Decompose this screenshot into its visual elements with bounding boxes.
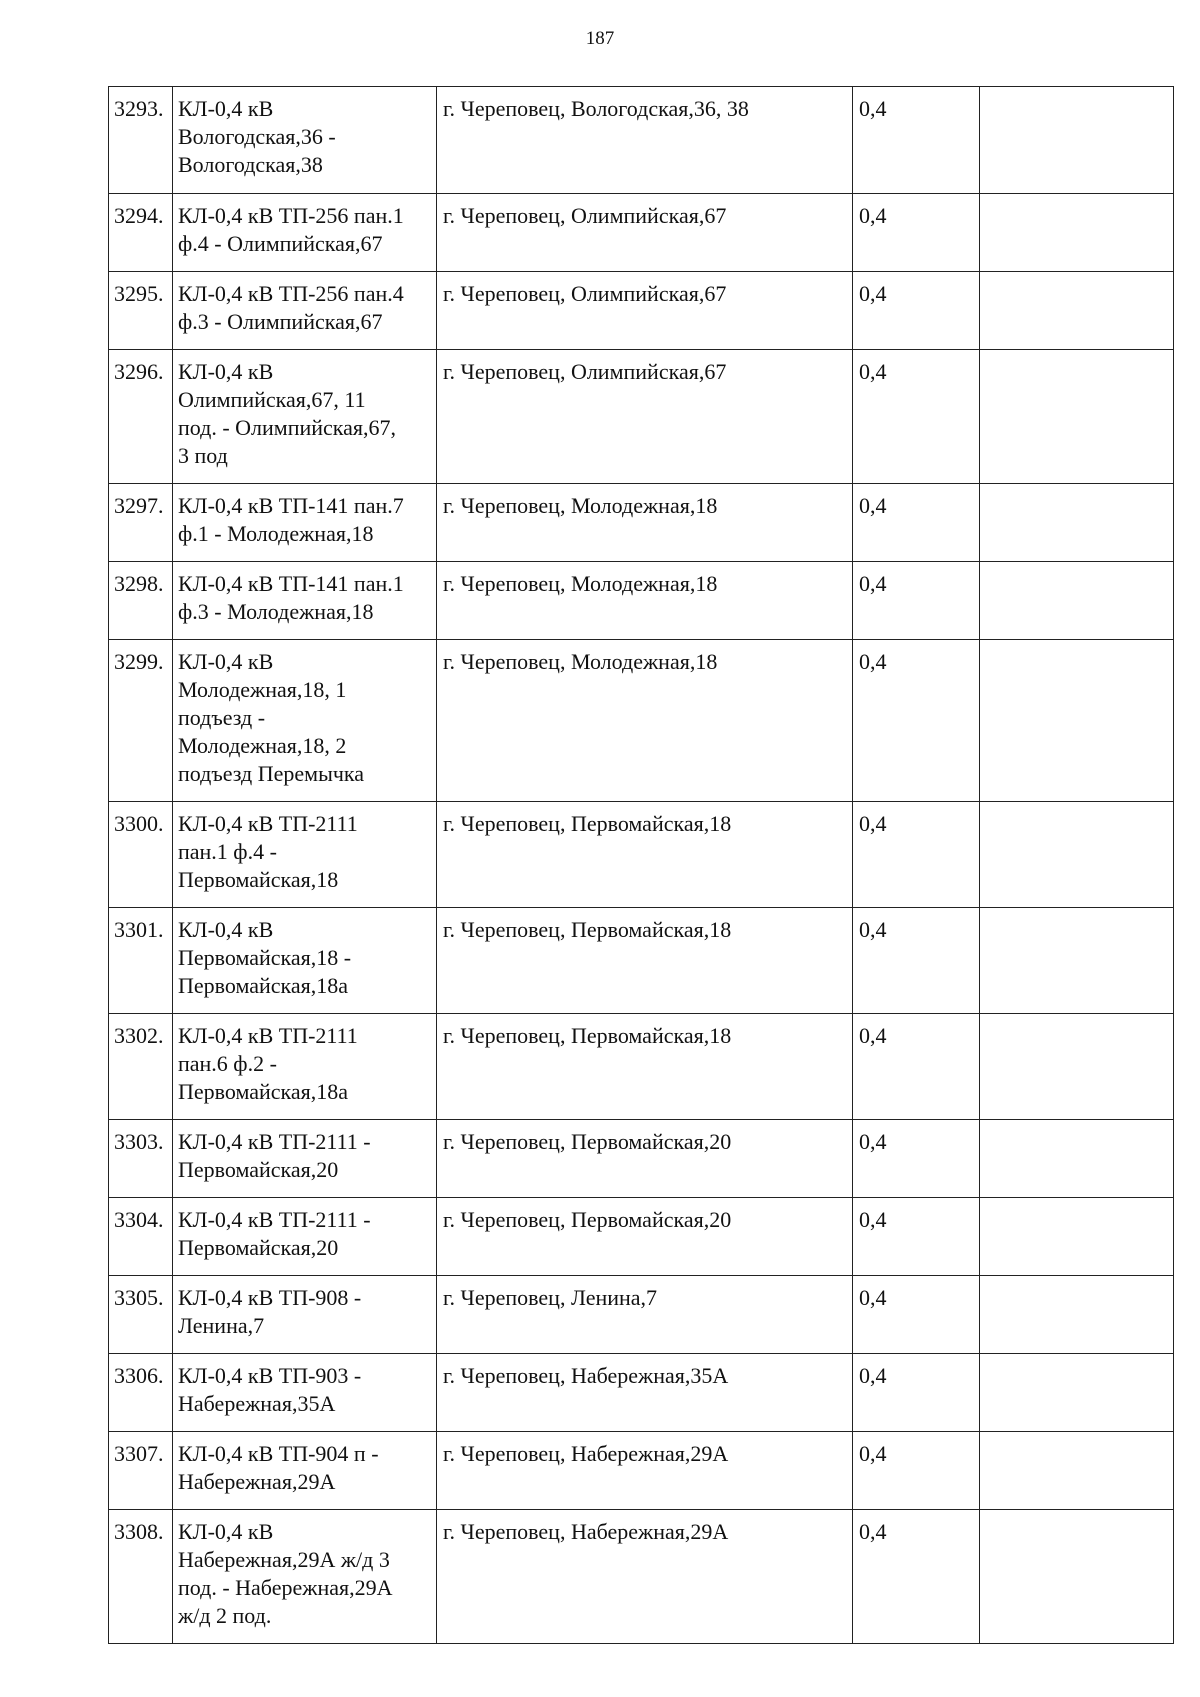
row-number: 3303. <box>109 1120 173 1198</box>
line-name: КЛ-0,4 кВ Вологодская,36 - Вологодская,38 <box>173 87 437 194</box>
row-number: 3301. <box>109 908 173 1014</box>
table-row <box>109 1198 1174 1276</box>
line-voltage: 0,4 <box>853 1432 980 1510</box>
line-name: КЛ-0,4 кВ ТП-908 - Ленина,7 <box>173 1276 437 1354</box>
line-name: КЛ-0,4 кВ Молодежная,18, 1 подъезд - Молодежная,18, 2 подъезд Перемычка <box>173 640 437 802</box>
line-voltage: 0,4 <box>853 1276 980 1354</box>
line-name: КЛ-0,4 кВ ТП-2111 - Первомайская,20 <box>173 1198 437 1276</box>
table-row <box>109 1276 1174 1354</box>
empty-cell <box>980 1432 1174 1510</box>
line-address: г. Череповец, Молодежная,18 <box>437 640 853 802</box>
row-number: 3294. <box>109 194 173 272</box>
line-name: КЛ-0,4 кВ ТП-903 - Набережная,35А <box>173 1354 437 1432</box>
row-number: 3308. <box>109 1510 173 1644</box>
empty-cell <box>980 562 1174 640</box>
table-row <box>109 350 1174 484</box>
row-number: 3297. <box>109 484 173 562</box>
line-voltage: 0,4 <box>853 194 980 272</box>
line-name: КЛ-0,4 кВ Первомайская,18 - Первомайская,18а <box>173 908 437 1014</box>
table-row <box>109 640 1174 802</box>
row-number: 3295. <box>109 272 173 350</box>
row-number: 3296. <box>109 350 173 484</box>
line-name: КЛ-0,4 кВ ТП-2111 - Первомайская,20 <box>173 1120 437 1198</box>
table-row <box>109 1120 1174 1198</box>
line-voltage: 0,4 <box>853 272 980 350</box>
line-name: КЛ-0,4 кВ ТП-256 пан.4 ф.3 - Олимпийская,67 <box>173 272 437 350</box>
table-row <box>109 802 1174 908</box>
row-number: 3304. <box>109 1198 173 1276</box>
empty-cell <box>980 802 1174 908</box>
line-name: КЛ-0,4 кВ ТП-141 пан.7 ф.1 - Молодежная,18 <box>173 484 437 562</box>
line-name: КЛ-0,4 кВ ТП-2111 пан.1 ф.4 - Первомайская,18 <box>173 802 437 908</box>
line-address: г. Череповец, Набережная,29А <box>437 1510 853 1644</box>
line-voltage: 0,4 <box>853 1198 980 1276</box>
row-number: 3300. <box>109 802 173 908</box>
line-address: г. Череповец, Первомайская,20 <box>437 1198 853 1276</box>
line-name: КЛ-0,4 кВ ТП-256 пан.1 ф.4 - Олимпийская,67 <box>173 194 437 272</box>
row-number: 3307. <box>109 1432 173 1510</box>
line-address: г. Череповец, Молодежная,18 <box>437 562 853 640</box>
line-name: КЛ-0,4 кВ Олимпийская,67, 11 под. - Олимпийская,67, 3 под <box>173 350 437 484</box>
empty-cell <box>980 1276 1174 1354</box>
table-row <box>109 1354 1174 1432</box>
line-voltage: 0,4 <box>853 87 980 194</box>
page-number: 187 <box>585 28 615 49</box>
line-address: г. Череповец, Набережная,35А <box>437 1354 853 1432</box>
line-address: г. Череповец, Первомайская,18 <box>437 802 853 908</box>
line-voltage: 0,4 <box>853 1354 980 1432</box>
line-address: г. Череповец, Вологодская,36, 38 <box>437 87 853 194</box>
empty-cell <box>980 1510 1174 1644</box>
row-number: 3305. <box>109 1276 173 1354</box>
row-number: 3293. <box>109 87 173 194</box>
empty-cell <box>980 908 1174 1014</box>
line-voltage: 0,4 <box>853 802 980 908</box>
line-name: КЛ-0,4 кВ ТП-904 п - Набережная,29А <box>173 1432 437 1510</box>
empty-cell <box>980 1354 1174 1432</box>
empty-cell <box>980 1198 1174 1276</box>
line-voltage: 0,4 <box>853 484 980 562</box>
line-voltage: 0,4 <box>853 908 980 1014</box>
line-name: КЛ-0,4 кВ ТП-2111 пан.6 ф.2 - Первомайская,18а <box>173 1014 437 1120</box>
line-address: г. Череповец, Олимпийская,67 <box>437 272 853 350</box>
table-row <box>109 1014 1174 1120</box>
empty-cell <box>980 272 1174 350</box>
line-voltage: 0,4 <box>853 1014 980 1120</box>
line-voltage: 0,4 <box>853 1510 980 1644</box>
table-row <box>109 272 1174 350</box>
line-address: г. Череповец, Олимпийская,67 <box>437 350 853 484</box>
line-voltage: 0,4 <box>853 640 980 802</box>
row-number: 3299. <box>109 640 173 802</box>
empty-cell <box>980 484 1174 562</box>
line-voltage: 0,4 <box>853 350 980 484</box>
empty-cell <box>980 350 1174 484</box>
empty-cell <box>980 87 1174 194</box>
line-address: г. Череповец, Олимпийская,67 <box>437 194 853 272</box>
row-number: 3298. <box>109 562 173 640</box>
empty-cell <box>980 1014 1174 1120</box>
line-address: г. Череповец, Набережная,29А <box>437 1432 853 1510</box>
line-address: г. Череповец, Молодежная,18 <box>437 484 853 562</box>
cable-lines-table <box>108 86 1174 1644</box>
table-row <box>109 1510 1174 1644</box>
row-number: 3306. <box>109 1354 173 1432</box>
line-address: г. Череповец, Первомайская,20 <box>437 1120 853 1198</box>
table-row <box>109 484 1174 562</box>
line-address: г. Череповец, Первомайская,18 <box>437 908 853 1014</box>
table-row <box>109 1432 1174 1510</box>
table-row <box>109 908 1174 1014</box>
line-voltage: 0,4 <box>853 562 980 640</box>
line-address: г. Череповец, Первомайская,18 <box>437 1014 853 1120</box>
line-voltage: 0,4 <box>853 1120 980 1198</box>
line-address: г. Череповец, Ленина,7 <box>437 1276 853 1354</box>
empty-cell <box>980 194 1174 272</box>
line-name: КЛ-0,4 кВ ТП-141 пан.1 ф.3 - Молодежная,18 <box>173 562 437 640</box>
empty-cell <box>980 1120 1174 1198</box>
table-row <box>109 194 1174 272</box>
table-row <box>109 87 1174 194</box>
row-number: 3302. <box>109 1014 173 1120</box>
table-row <box>109 562 1174 640</box>
empty-cell <box>980 640 1174 802</box>
line-name: КЛ-0,4 кВ Набережная,29А ж/д 3 под. - Набережная,29А ж/д 2 под. <box>173 1510 437 1644</box>
